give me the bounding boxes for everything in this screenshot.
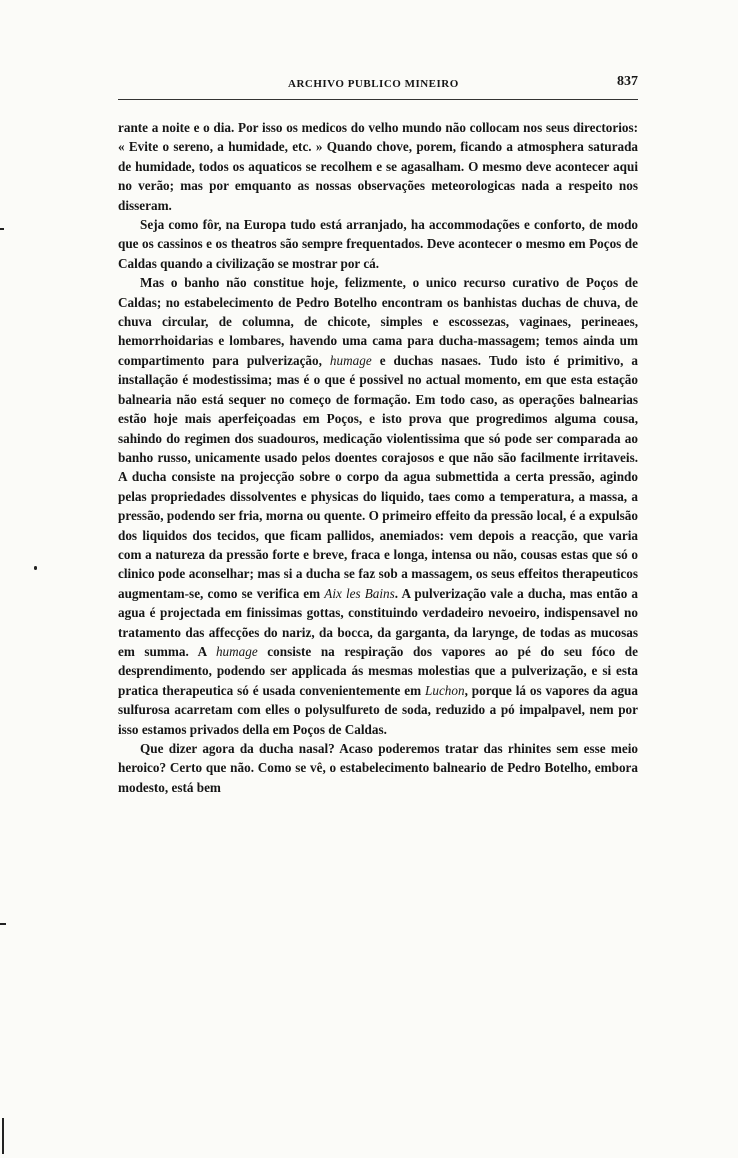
text-segment: , porque lá os vapores da agua sulfurosa acarretam com elles o polysulfureto de soda, reduzido a pó impalpavel, nem por isso estamos privados della em Poços de Caldas. — [118, 682, 638, 737]
page-header — [118, 68, 638, 98]
italic-term: humage — [329, 352, 372, 368]
italic-term: Luchon — [425, 682, 465, 698]
page-number: 837 — [617, 74, 638, 89]
paragraph — [118, 118, 638, 215]
paragraph — [118, 273, 638, 739]
paragraph — [118, 215, 638, 273]
margin-mark — [0, 228, 4, 230]
text-segment: Seja como fôr, na Europa tudo está arranjado, ha accommodações e conforto, de modo que os cassinos e os theatros são sempre frequentados. Deve acontecer o mesmo em Poços de Caldas quando a civilização se mostrar por cá. — [118, 217, 638, 271]
margin-mark — [34, 566, 37, 570]
text-segment: Mas o banho não constitue hoje, felizmente, o unico recurso curativo de Poços de Caldas; no estabelecimento de Pedro Botelho encontram os banhistas duchas de chuva, de chuva circular, de columna, de chicote, simples e escossezas, vaginaes, perineaes, hemorrhoidarias e lombares, havendo uma cama para ducha-massagem; temos ainda um compartimento para pulverização, — [118, 275, 638, 368]
running-title: ARCHIVO PUBLICO MINEIRO — [288, 78, 459, 90]
margin-mark — [0, 923, 6, 925]
text-segment: rante a noite e o dia. Por isso os medicos do velho mundo não collocam nos seus directorios: « Evite o sereno, a humidade, etc. » Quando chove, porem, ficando a atmosphera saturada de humidade, todos os aquaticos se recolhem e se agasalham. O mesmo deve acontecer aqui no verão; mas por emquanto as nossas observações meteorologicas nada a respeito nos disseram. — [118, 120, 638, 213]
italic-term: Aix les Bains — [324, 585, 395, 601]
paragraph — [118, 739, 638, 797]
text-segment: consiste na respiração dos vapores ao pé do seu fóco de desprendimento, podendo ser applicada ás mesmas molestias que a pulverização, e si esta pratica therapeutica só é usada convenientemente em — [118, 643, 638, 698]
text-segment: Que dizer agora da ducha nasal? Acaso poderemos tratar das rhinites sem esse meio heroico? Certo que não. Como se vê, o estabelecimento balneario de Pedro Botelho, embora modesto, está bem — [118, 741, 638, 795]
header-rule — [118, 99, 638, 100]
text-segment: . A pulverização vale a ducha, mas então a agua é projectada em finissimas gottas, constituindo verdadeiro nevoeiro, indispensavel no tratamento das affecções do nariz, da bocca, da garganta, da larynge, de todas as mucosas em summa. A — [118, 585, 639, 659]
italic-term: humage — [215, 643, 258, 659]
margin-mark — [2, 1118, 4, 1154]
body-text — [118, 118, 638, 797]
text-segment: e duchas nasaes. Tudo isto é primitivo, a installação é modestissima; mas é o que é possivel no actual momento, em que esta estação balnearia não está sequer no começo de formação. Em todo caso, as operações balnearias estão hoje mais aperfeiçoadas em Poços, e isto prova que progredimos alguma cousa, sahindo do regimen dos suadouros, medicação violentissima que só pode ser comparada ao banho russo, unicamente usado pelos doentes corajosos e que não são facilmente irritaveis. A ducha consiste na projecção sobre o corpo da agua submettida a certa pressão, agindo pelas propriedades dissolventes e physicas do liquido, taes como a temperatura, a massa, a pressão, podendo ser fria, morna ou quente. O primeiro effeito da pressão local, é a expulsão dos liquidos dos tecidos, que ficam pallidos, anemiados: vem depois a reacção, que varia com a natureza da pressão forte e breve, fraca e longa, intensa ou não, cousas estas que só o clinico pode aconselhar; mas si a ducha se faz sob a massagem, os seus effeitos therapeuticos augmentam-se, como se verifica em — [118, 352, 639, 601]
